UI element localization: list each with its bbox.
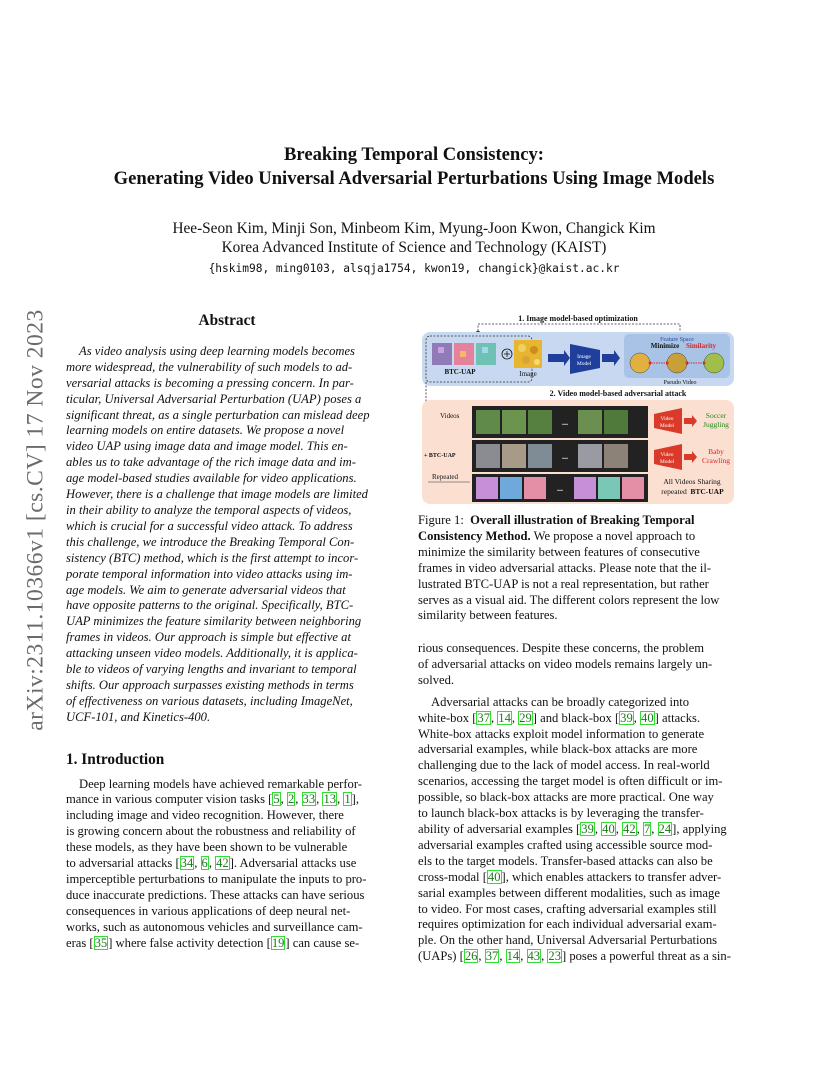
intro-line: to adversarial attacks [34, 6, 42]. Adversarial attacks use <box>66 856 357 871</box>
intro-line: mance in various computer vision tasks [5, 2, 33, 13, 1], <box>66 792 359 807</box>
section-heading-introduction: 1. Introduction <box>66 750 165 768</box>
fig-ellipsis: ... <box>562 418 568 427</box>
citation-link[interactable]: 13 <box>323 792 337 807</box>
fig-plus-btc-label: + BTC-UAP <box>424 453 456 459</box>
abstract-line: As video analysis using deep learning models becomes <box>79 343 355 358</box>
fig-feature-space-label: Feature Space <box>660 337 694 343</box>
abstract-line: which is crucial for a successful video attack. To address <box>66 518 353 533</box>
body-line: Adversarial attacks can be broadly categorized into <box>431 694 690 709</box>
svg-text:...: ... <box>557 484 563 493</box>
citation-link[interactable]: 7 <box>643 821 651 836</box>
body-line: white-box [37, 14, 29] and black-box [39, 40] attacks. <box>418 710 701 725</box>
figure-1-diagram <box>418 310 738 506</box>
abstract-line: age model-based studies available for video applications. <box>66 471 357 486</box>
intro-body <box>66 777 388 952</box>
fig-btc-uap-label: BTC-UAP <box>444 368 476 376</box>
citation-link[interactable]: 35 <box>94 935 108 950</box>
fig-feedback-arrow <box>478 324 680 331</box>
caption-line: lustrated BTC-UAP is not a real representation, but rather <box>418 576 709 591</box>
abstract-heading: Abstract <box>198 312 256 329</box>
body-line: possible, so black-box attacks are more practical. One way <box>418 790 714 805</box>
body-line: sarial examples between different modalities, such as image <box>418 885 720 900</box>
abstract-line: video UAP using image data and image model. This en- <box>66 439 348 454</box>
citation-link[interactable]: 40 <box>602 821 615 836</box>
abstract-line: UCF-101, and Kinetics-400. <box>66 709 211 724</box>
abstract-body <box>66 344 388 726</box>
svg-text:Juggling: Juggling <box>703 420 729 429</box>
svg-text:Model: Model <box>659 423 675 429</box>
caption-line: similarity between features. <box>418 608 558 623</box>
abstract-line: frames in videos. Our approach is simple but effective at <box>66 630 351 645</box>
arxiv-stamp-text: arXiv:2311.10366v1 [cs.CV] 17 Nov 2023 <box>22 309 49 731</box>
abstract-line: significant threat, as a single perturbation can mislead deep <box>66 407 370 422</box>
body-line: adversarial examples, while black-box attacks are more <box>418 742 698 757</box>
svg-text:...: ... <box>562 452 568 461</box>
svg-text:Crawling: Crawling <box>702 456 730 465</box>
citation-link[interactable]: 26 <box>464 949 478 964</box>
paper-title-line2: Generating Video Universal Adversarial Perturbations Using Image Models <box>113 168 715 189</box>
svg-text:Model: Model <box>576 361 592 367</box>
intro-line: duce inaccurate predictions. These attacks can have serious <box>66 887 365 902</box>
fig-repeated-label: Repeated <box>432 473 459 481</box>
caption-line: minimize the similarity between features of consecutive <box>418 544 700 559</box>
fig-pseudo-video-label: Pseudo Video <box>663 380 697 386</box>
abstract-line: shifts. Our approach surpasses existing methods in terms <box>66 677 354 692</box>
citation-link[interactable]: 33 <box>302 792 316 807</box>
intro-line: is growing concern about the robustness and reliability of <box>66 824 356 839</box>
citation-link[interactable]: 37 <box>477 710 490 725</box>
abstract-line: porate temporal information into video attacks using im- <box>66 566 353 581</box>
body-line: White-box attacks exploit model information to generate <box>418 726 705 741</box>
citation-link[interactable]: 39 <box>581 821 594 836</box>
fig-pseudo-frame <box>704 353 724 373</box>
fig-baby-label: Baby <box>708 447 724 456</box>
fig-similarity-label: Similarity <box>686 342 716 350</box>
abstract-line: attacking unseen video models. Additionally, it is applica- <box>66 646 358 661</box>
citation-link[interactable]: 42 <box>623 821 636 836</box>
citation-link[interactable]: 40 <box>641 710 654 725</box>
svg-text:BTC-UAP: BTC-UAP <box>690 487 724 496</box>
abstract-line: learning models on entire datasets. We propose a novel <box>66 423 345 438</box>
fig-minimize-label: Minimize <box>650 342 680 350</box>
svg-text:Video: Video <box>660 416 674 422</box>
fig-uap-tile <box>432 343 452 365</box>
body-line: of adversarial attacks on video models remains largely un- <box>418 656 713 671</box>
abstract-line: However, there is a challenge that image models are limited <box>66 487 368 502</box>
body-line: rious consequences. Despite these concerns, the problem <box>418 641 705 655</box>
fig-step2-label: 2. Video model-based adversarial attack <box>549 389 687 398</box>
citation-link[interactable]: 43 <box>527 949 541 964</box>
abstract-line: ables us to take advantage of the rich image data and im- <box>66 455 356 470</box>
body-line: solved. <box>418 672 455 687</box>
intro-line: works, such as autonomous vehicles and surveillance cam- <box>66 919 363 934</box>
citation-link[interactable]: 14 <box>506 949 520 964</box>
citation-link[interactable]: 23 <box>548 949 561 964</box>
intro-line: Deep learning models have achieved remarkable perfor- <box>79 776 362 791</box>
abstract-line: ble to videos of varying lengths and invariant to temporal <box>66 662 357 677</box>
body-line: ple. On the other hand, Universal Adversarial Perturbations <box>418 933 718 948</box>
left-column <box>66 313 388 952</box>
affiliation: Korea Advanced Institute of Science and Technology (KAIST) <box>221 239 607 256</box>
body-line: cross-modal [40], which enables attackers to transfer adver- <box>418 869 722 884</box>
fig-soccer-label: Soccer <box>705 411 727 420</box>
body-line: (UAPs) [26, 37, 14, 43, 23] poses a powerful threat as a sin- <box>418 949 731 964</box>
body-line: to launch black-box attacks is by leveraging the transfer- <box>418 806 704 821</box>
citation-link[interactable]: 5 <box>273 792 280 807</box>
caption-line: Figure 1: Overall illustration of Breaking Temporal <box>418 513 695 527</box>
figure-1 <box>418 310 738 506</box>
fig-video-strip-row2 <box>472 440 648 472</box>
fig-videos-label: Videos <box>440 412 460 420</box>
abstract-line: have opposite patterns to the original. Specifically, BTC- <box>66 598 354 613</box>
intro-line: including image and video recognition. However, there <box>66 808 344 823</box>
paper-title-line1: Breaking Temporal Consistency: <box>284 144 544 165</box>
caption-line: serves as a visual aid. The different colors represent the low <box>418 592 720 607</box>
intro-line: these models, as they have been shown to be vulnerable <box>66 840 348 855</box>
fig-pseudo-frame <box>630 353 650 373</box>
fig-video-strip-row3 <box>472 474 648 502</box>
arxiv-stamp <box>22 280 50 760</box>
body-line: to video. For most cases, crafting adversarial examples still <box>418 901 717 916</box>
citation-link[interactable]: 6 <box>201 856 208 871</box>
fig-btc-uap-tiles <box>432 343 496 365</box>
body-line: els to the target models. Transfer-based attacks can also be <box>418 853 713 868</box>
fig-uap-tile <box>476 343 496 365</box>
citation-link[interactable]: 24 <box>658 821 672 836</box>
body-line: requires optimization for each individual adversarial exam- <box>418 917 717 932</box>
intro-line: consequences in various applications of deep neural net- <box>66 903 351 918</box>
citation-link[interactable]: 40 <box>487 869 501 884</box>
svg-text:Model: Model <box>659 459 675 465</box>
abstract-line: UAP minimizes the feature similarity between neighboring <box>66 614 362 629</box>
emails: {hskim98, ming0103, alsqja1754, kwon19, changick}@kaist.ac.kr <box>208 262 620 275</box>
fig-image-model-label: Image <box>577 354 591 360</box>
svg-text:Video: Video <box>660 452 674 458</box>
citation-link[interactable]: 42 <box>216 856 229 871</box>
abstract-line: more widespread, the vulnerability of such models to ad- <box>66 359 353 374</box>
abstract-line: this challenge, we introduce the Breaking Temporal Con- <box>66 534 355 549</box>
abstract-line: age models. We aim to generate adversarial videos that <box>66 582 346 597</box>
body-line: scenarios, accessing the target model is often difficult or im- <box>418 774 723 789</box>
fig-step1-label: 1. Image model-based optimization <box>518 314 638 323</box>
abstract-line: in their ability to analyze the temporal aspects of videos, <box>66 502 352 517</box>
citation-link[interactable]: 39 <box>620 710 633 725</box>
fig-pseudo-frame <box>667 353 687 373</box>
abstract-line: ticular, Universal Adversarial Perturbation (UAP) poses a <box>66 391 362 406</box>
citation-link[interactable]: 37 <box>485 949 499 964</box>
body-line: adversarial examples crafted using accessible source mod- <box>418 837 713 852</box>
body-line: ability of adversarial examples [39, 40, 42, 7, 24], applying <box>418 821 727 836</box>
right-column <box>418 641 738 965</box>
fig-sharing-label: All Videos Sharing <box>663 477 721 486</box>
caption-line: Consistency Method. We propose a novel approach to <box>418 528 696 543</box>
svg-text:repeated: repeated <box>661 487 687 496</box>
body-line: challenging due to the lack of model access. In real-world <box>418 758 710 773</box>
authors: Hee-Seon Kim, Minji Son, Minbeom Kim, Myung-Joon Kwon, Changick Kim <box>172 220 656 237</box>
intro-line: eras [35] where false activity detection [19] can cause se- <box>66 935 360 950</box>
citation-link[interactable]: 2 <box>287 792 295 807</box>
caption-line: frames in video adversarial attacks. Please note that the il- <box>418 560 712 575</box>
citation-link[interactable]: 19 <box>271 935 285 950</box>
abstract-line: of effectiveness on various datasets, including ImageNet, <box>66 693 353 708</box>
citation-link[interactable]: 1 <box>344 792 351 807</box>
figure-1-caption <box>418 513 738 624</box>
citation-link[interactable]: 29 <box>519 710 532 725</box>
fig-video-strip-row1 <box>472 406 648 438</box>
intro-line: imperceptible perturbations to manipulate the inputs to pro- <box>66 872 367 886</box>
abstract-line: sistency (BTC) method, which is the first attempt to incor- <box>66 550 359 565</box>
abstract-line: versarial attacks is becoming a pressing concern. In par- <box>66 375 354 390</box>
fig-image-label: Image <box>519 370 537 378</box>
citation-link[interactable]: 34 <box>180 856 194 871</box>
citation-link[interactable]: 14 <box>498 710 511 725</box>
